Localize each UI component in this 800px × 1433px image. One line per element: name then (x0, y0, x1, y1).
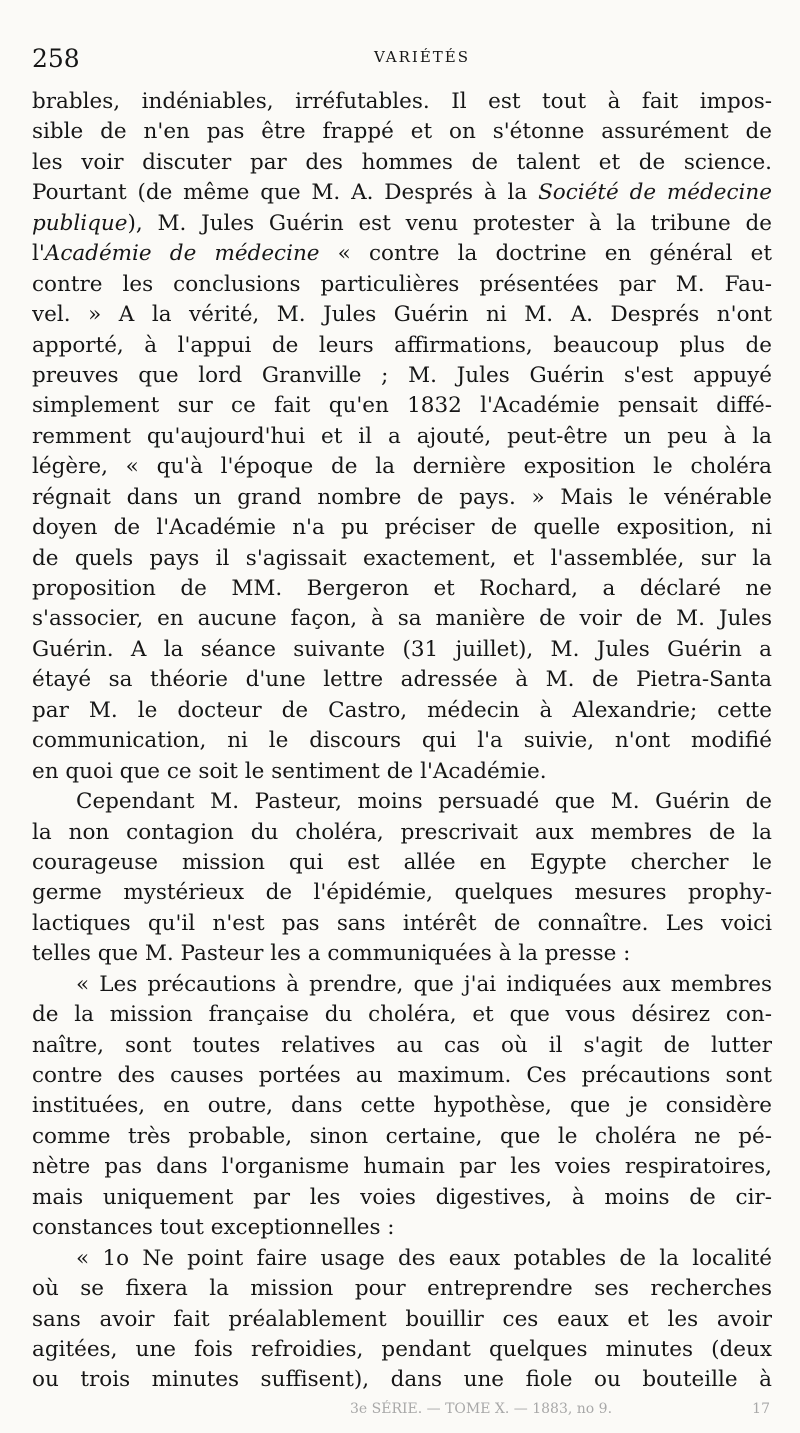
text-run: lactiques qu'il n'est pas sans intérêt de connaître. Les voici (32, 910, 772, 936)
text-line (32, 757, 772, 787)
text-run: germe mystérieux de l'épidémie, quelques mesures prophy- (32, 880, 772, 906)
italic-phrase: Académie de médecine (44, 241, 320, 267)
text-line (32, 970, 772, 1000)
text-line (32, 300, 772, 330)
text-line (32, 483, 772, 513)
text-line (32, 422, 772, 452)
text-line (32, 726, 772, 756)
text-run: où se fixera la mission pour entreprendre ses recherches (32, 1276, 772, 1302)
text-line (32, 939, 772, 969)
text-line (32, 696, 772, 726)
text-line (32, 391, 772, 421)
text-line (32, 1274, 772, 1304)
page-number: 258 (32, 44, 80, 73)
text-line (32, 1122, 772, 1152)
text-run: communication, ni le discours qui l'a suivie, n'ont modifié (32, 728, 772, 754)
text-run: naître, sont toutes relatives au cas où il s'agit de lutter (32, 1032, 772, 1058)
text-run: comme très probable, sinon certaine, que le choléra ne pé- (32, 1123, 772, 1149)
text-line (32, 635, 772, 665)
text-run: par M. le docteur de Castro, médecin à Alexandrie; cette (32, 697, 772, 723)
page-header (32, 44, 772, 74)
footer-series-note: 3e SÉRIE. — TOME X. — 1883, no 9. (350, 1401, 613, 1417)
text-line (32, 1031, 772, 1061)
text-run: l' (32, 241, 45, 267)
text-run: en quoi que ce soit le sentiment de l'Académie. (32, 758, 547, 784)
running-head: VARIÉTÉS (373, 48, 471, 66)
text-line (32, 909, 772, 939)
text-run: ), M. Jules Guérin est venu protester à la tribune de (127, 210, 772, 236)
text-line (32, 665, 772, 695)
text-line (32, 87, 772, 117)
text-line (32, 1183, 772, 1213)
text-run: la non contagion du choléra, prescrivait aux membres de la (32, 819, 772, 845)
italic-phrase: Société de médecine (538, 180, 772, 206)
text-line (32, 878, 772, 908)
text-line (32, 513, 772, 543)
text-run: agitées, une fois refroidies, pendant quelques minutes (deux (32, 1336, 772, 1362)
text-line (32, 270, 772, 300)
text-run: instituées, en outre, dans cette hypothèse, que je considère (32, 1093, 772, 1119)
text-run: telles que M. Pasteur les a communiquées à la presse : (32, 941, 631, 967)
page-footer (350, 1396, 770, 1422)
text-run: sans avoir fait préalablement bouillir ces eaux et les avoir (32, 1306, 772, 1332)
text-line (32, 1061, 772, 1091)
text-line (32, 1091, 772, 1121)
text-run: « 1o Ne point faire usage des eaux potables de la localité (76, 1245, 772, 1271)
text-line (32, 148, 772, 178)
text-run: remment qu'aujourd'hui et il a ajouté, peut-être un peu à la (32, 423, 772, 449)
text-run: ou trois minutes suffisent), dans une fiole ou bouteille à (32, 1367, 772, 1393)
text-line (32, 1213, 772, 1243)
text-line (32, 452, 772, 482)
italic-phrase: publique (32, 210, 128, 236)
text-run: doyen de l'Académie n'a pu préciser de quelle exposition, ni (32, 515, 772, 541)
text-line (32, 848, 772, 878)
text-line (32, 117, 772, 147)
body-text (32, 87, 772, 1396)
text-line (32, 1305, 772, 1335)
text-run: « contre la doctrine en général et (319, 241, 772, 267)
text-run: preuves que lord Granville ; M. Jules Guérin s'est appuyé (32, 362, 772, 388)
footer-signature: 17 (752, 1401, 770, 1417)
text-line (32, 787, 772, 817)
text-run: simplement sur ce fait qu'en 1832 l'Académie pensait diffé- (32, 393, 772, 419)
text-line (32, 574, 772, 604)
text-run: s'associer, en aucune façon, à sa manière de voir de M. Jules (32, 606, 772, 632)
text-run: nètre pas dans l'organisme humain par les voies respiratoires, (32, 1154, 772, 1180)
text-line (32, 1335, 772, 1365)
text-run: Pourtant (de même que M. A. Després à la (32, 180, 539, 206)
text-run: contre les conclusions particulières présentées par M. Fau- (32, 271, 772, 297)
text-run: les voir discuter par des hommes de talent et de science. (32, 149, 772, 175)
text-run: Guérin. A la séance suivante (31 juillet), M. Jules Guérin a (32, 636, 772, 662)
text-run: courageuse mission qui est allée en Egypte chercher le (32, 849, 772, 875)
text-line (32, 239, 772, 269)
text-line (32, 361, 772, 391)
text-run: proposition de MM. Bergeron et Rochard, a déclaré ne (32, 576, 772, 601)
text-line (32, 544, 772, 574)
text-line (32, 1000, 772, 1030)
text-run: mais uniquement par les voies digestives, à moins de cir- (32, 1184, 772, 1210)
text-run: étayé sa théorie d'une lettre adressée à M. de Pietra-Santa (32, 667, 772, 693)
text-run: vel. » A la vérité, M. Jules Guérin ni M. A. Després n'ont (32, 302, 772, 328)
text-run: de la mission française du choléra, et que vous désirez con- (32, 1002, 772, 1028)
text-line (32, 1152, 772, 1182)
text-run: sible de n'en pas être frappé et on s'étonne assurément de (32, 119, 772, 145)
text-line (32, 178, 772, 208)
text-line (32, 1365, 772, 1395)
text-run: de quels pays il s'agissait exactement, et l'assemblée, sur la (32, 545, 772, 571)
text-run: « Les précautions à prendre, que j'ai indiquées aux membres (76, 971, 772, 997)
text-line (32, 209, 772, 239)
text-line (32, 1244, 772, 1274)
text-line (32, 818, 772, 848)
text-run: brables, indéniables, irréfutables. Il est tout à fait impos- (32, 89, 772, 114)
text-run: constances tout exceptionnelles : (32, 1215, 395, 1241)
text-run: apporté, à l'appui de leurs affirmations, beaucoup plus de (32, 332, 772, 358)
text-line (32, 604, 772, 634)
text-run: contre des causes portées au maximum. Ces précautions sont (32, 1063, 772, 1088)
text-line (32, 331, 772, 361)
text-run: Cependant M. Pasteur, moins persuadé que M. Guérin de (76, 789, 772, 815)
text-run: légère, « qu'à l'époque de la dernière exposition le choléra (32, 454, 772, 480)
text-run: régnait dans un grand nombre de pays. » Mais le vénérable (32, 484, 772, 510)
